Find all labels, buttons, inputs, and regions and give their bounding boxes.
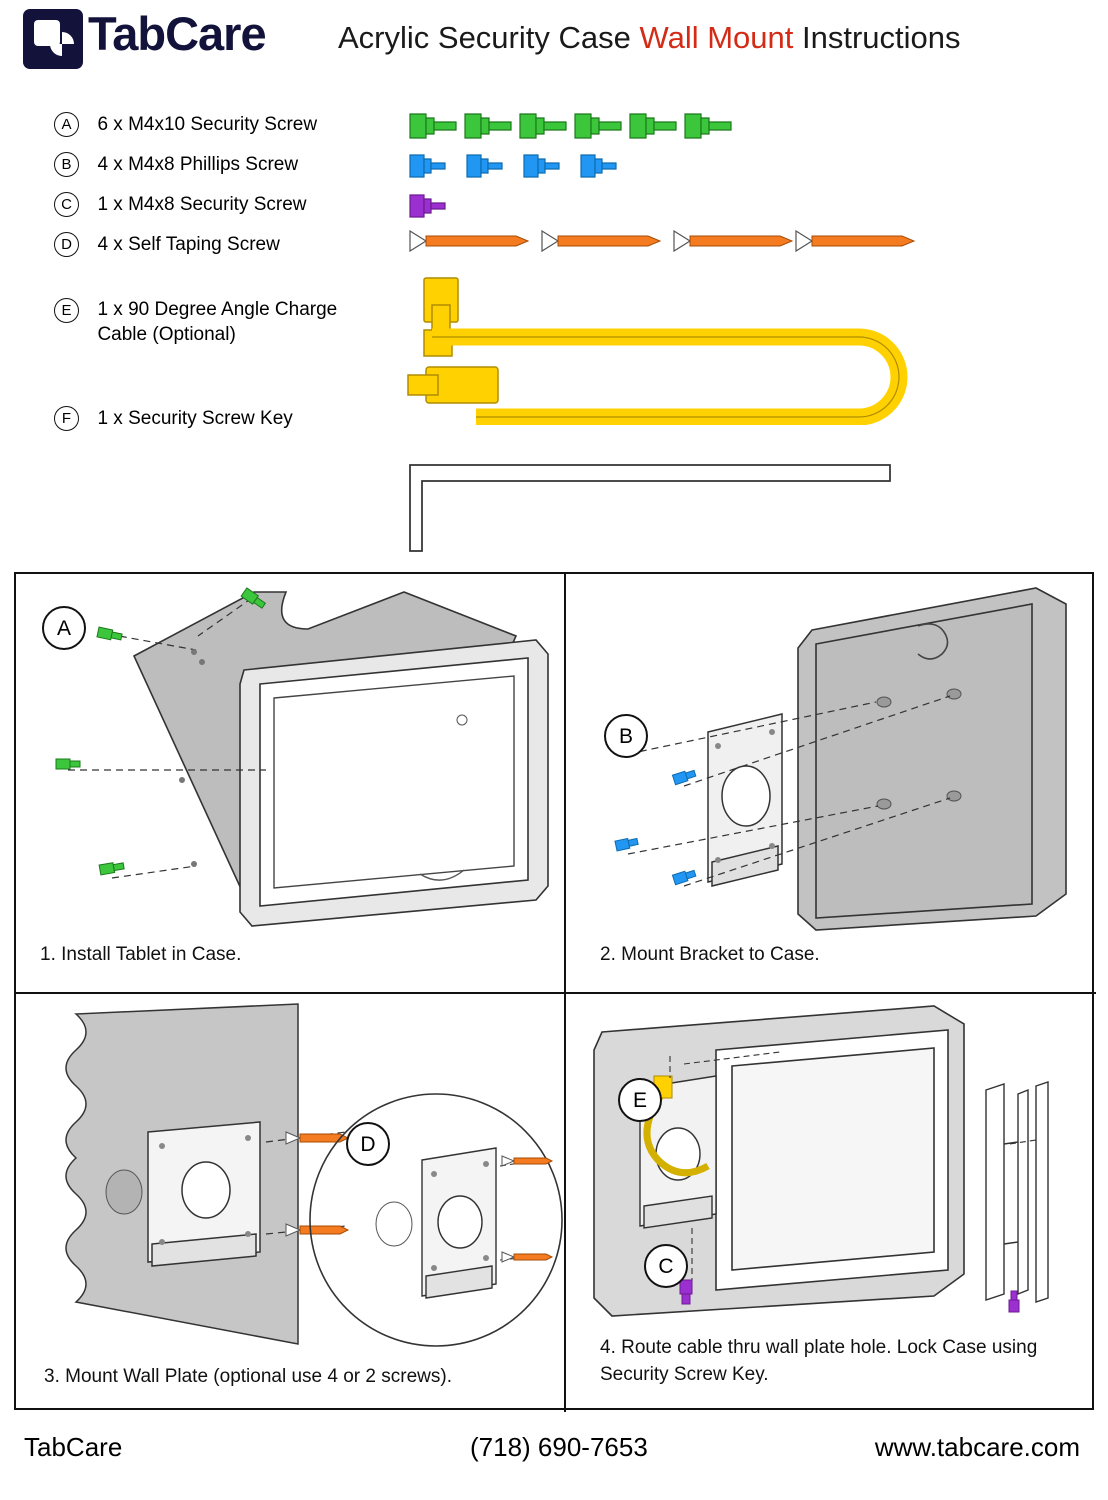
part-label-b: 4 x M4x8 Phillips Screw (97, 153, 299, 175)
title-suffix: Instructions (793, 20, 961, 55)
part-label-e: 1 x 90 Degree Angle Charge Cable (Optional) (97, 299, 338, 345)
brand-name: TabCare (88, 7, 266, 60)
page-title (338, 20, 961, 56)
part-graphic-d (408, 228, 918, 258)
page-header (0, 0, 1108, 78)
part-graphic-c (408, 191, 468, 223)
steps-panel-grid (14, 572, 1094, 1410)
title-prefix: Acrylic Security Case (338, 20, 640, 55)
step-4-badge-e: E (618, 1078, 662, 1122)
footer-phone: (718) 690-7653 (470, 1432, 648, 1462)
part-badge-e: E (54, 298, 79, 323)
step-4-badge-c: C (644, 1244, 688, 1288)
part-badge-b: B (54, 152, 79, 177)
part-row-f (54, 406, 293, 431)
parts-list (0, 95, 1108, 565)
part-row-c (54, 192, 307, 217)
footer-website[interactable]: www.tabcare.com (874, 1432, 1080, 1462)
footer-company: TabCare (24, 1432, 123, 1462)
part-label-a: 6 x M4x10 Security Screw (97, 113, 318, 135)
part-row-d (54, 232, 280, 257)
part-graphic-f (404, 435, 904, 560)
step-1-panel (16, 574, 564, 992)
step-3-illustration (16, 994, 564, 1374)
part-graphic-a (408, 111, 738, 145)
step-2-badge: B (604, 714, 648, 758)
step-2-panel (566, 574, 1094, 992)
step-1-caption: 1. Install Tablet in Case. (40, 944, 242, 965)
part-badge-a: A (54, 112, 79, 137)
step-3-badge: D (346, 1122, 390, 1166)
part-row-e (54, 298, 387, 347)
title-highlight: Wall Mount (639, 20, 794, 55)
tabcare-logo-icon (22, 8, 84, 70)
step-4-caption: 4. Route cable thru wall plate hole. Lock Case using Security Screw Key. (600, 1337, 1038, 1385)
part-label-d: 4 x Self Taping Screw (97, 233, 280, 255)
step-3-caption: 3. Mount Wall Plate (optional use 4 or 2 screws). (44, 1366, 452, 1387)
part-graphic-e (404, 275, 914, 425)
step-2-caption: 2. Mount Bracket to Case. (600, 944, 820, 965)
part-graphic-b (408, 151, 638, 183)
part-label-f: 1 x Security Screw Key (97, 407, 293, 429)
part-row-a (54, 112, 317, 137)
step-2-illustration (566, 574, 1094, 974)
page-footer (0, 1432, 1108, 1492)
step-1-badge: A (42, 606, 86, 650)
step-3-panel (16, 994, 564, 1410)
step-4-panel (566, 994, 1094, 1410)
part-row-b (54, 152, 298, 177)
step-1-illustration (16, 574, 564, 974)
part-label-c: 1 x M4x8 Security Screw (97, 193, 307, 215)
part-badge-f: F (54, 406, 79, 431)
step-4-illustration (566, 994, 1094, 1354)
part-badge-c: C (54, 192, 79, 217)
part-badge-d: D (54, 232, 79, 257)
